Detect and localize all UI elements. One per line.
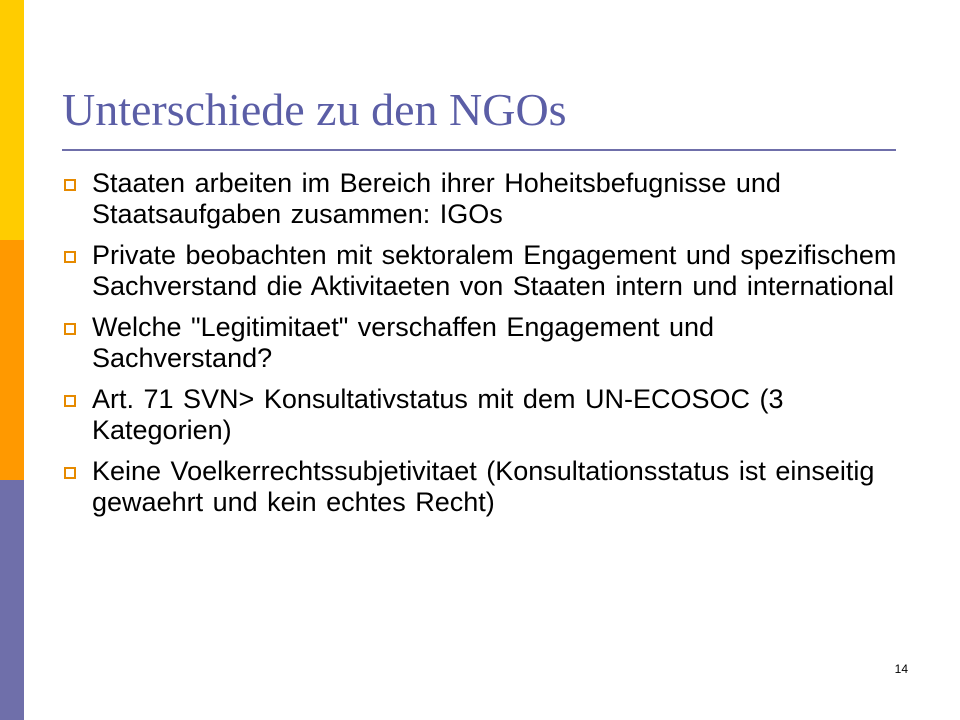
bullet-text: Welche "Legitimitaet" verschaffen Engagement und Sachverstand?	[92, 312, 715, 373]
bullet-item	[60, 312, 900, 374]
side-bar-orange	[0, 240, 24, 480]
square-bullet-icon	[64, 395, 76, 407]
bullet-item	[60, 456, 900, 518]
bullet-text: Keine Voelkerrechtssubjetivitaet (Konsultationsstatus ist einseitig gewaehrt und kein echtes Recht)	[92, 456, 875, 517]
bullet-text: Art. 71 SVN> Konsultativstatus mit dem UN-ECOSOC (3 Kategorien)	[92, 384, 784, 445]
bullet-item	[60, 240, 900, 302]
bullet-item	[60, 384, 900, 446]
side-bar-purple	[0, 480, 24, 720]
bullet-list	[60, 168, 900, 528]
square-bullet-icon	[64, 179, 76, 191]
square-bullet-icon	[64, 467, 76, 479]
title-divider	[62, 149, 896, 151]
square-bullet-icon	[64, 251, 76, 263]
slide-number: 14	[894, 662, 908, 676]
bullet-item	[60, 168, 900, 230]
bullet-text: Staaten arbeiten im Bereich ihrer Hoheitsbefugnisse und Staatsaufgaben zusammen: IGOs	[92, 168, 781, 229]
slide-title: Unterschiede zu den NGOs	[62, 84, 567, 135]
side-bar-yellow	[0, 0, 24, 240]
square-bullet-icon	[64, 323, 76, 335]
bullet-text: Private beobachten mit sektoralem Engagement und spezifischem Sachverstand die Aktivitaeten von Staaten intern und international	[92, 240, 897, 301]
